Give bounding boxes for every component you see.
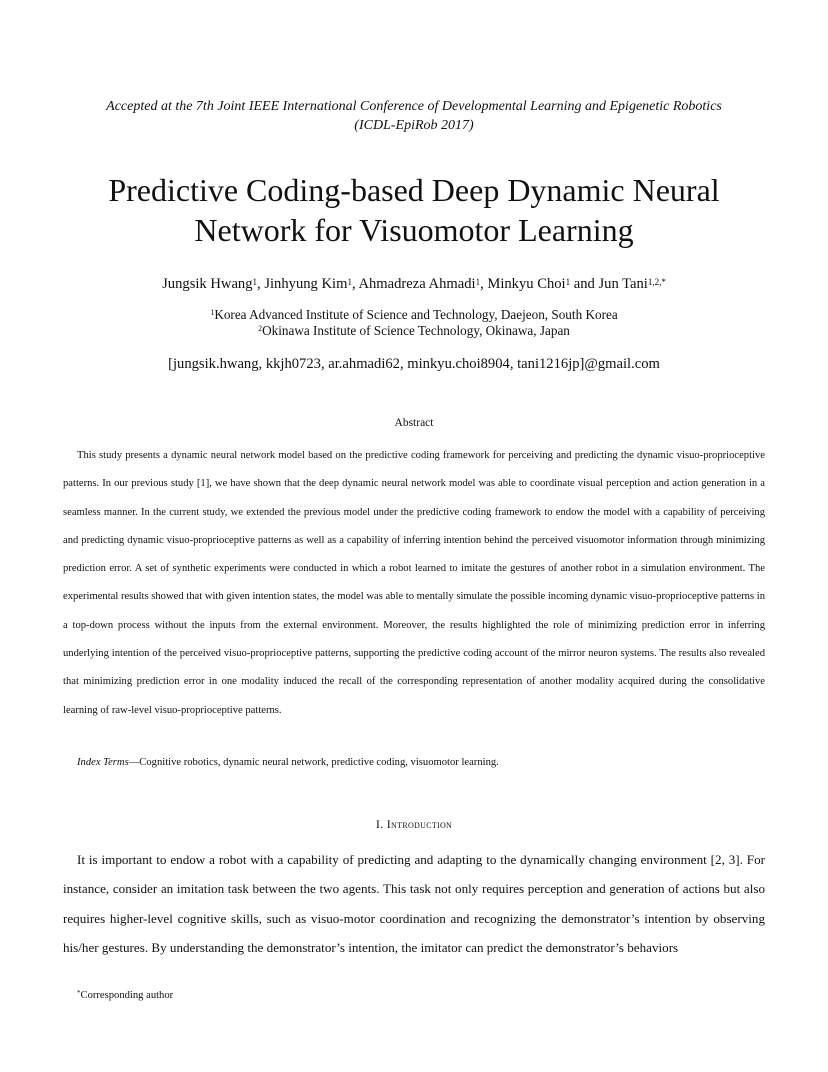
author-affiliation-mark: 1,2,* <box>647 277 666 287</box>
venue-line: Accepted at the 7th Joint IEEE International Conference of Developmental Learning and Epigenetic Robotics (ICDL-EpiRob 2017) <box>106 99 722 133</box>
author-separator: and <box>570 276 599 292</box>
footnote-text: Corresponding author <box>80 990 174 1001</box>
author-separator: , <box>257 276 265 292</box>
affiliation-mark: 2 <box>258 324 263 333</box>
affiliation-text: Okinawa Institute of Science Technology, Okinawa, Japan <box>262 323 570 338</box>
footnote-mark: * <box>77 989 81 997</box>
author-affiliation-mark: 1 <box>475 277 481 287</box>
abstract-heading: Abstract <box>394 417 434 429</box>
author-name: Minkyu Choi <box>487 276 566 292</box>
affiliation-2 <box>60 323 768 339</box>
index-terms <box>77 755 767 771</box>
section-title: Introduction <box>386 817 453 831</box>
author-name: Jinhyung Kim <box>264 276 348 292</box>
author-separator: , <box>480 276 488 292</box>
affiliation-text: Korea Advanced Institute of Science and Technology, Daejeon, South Korea <box>214 307 618 322</box>
author-list <box>60 275 768 293</box>
author-name: Ahmadreza Ahmadi <box>358 276 476 292</box>
affiliation-1 <box>60 307 768 323</box>
paper-title: Predictive Coding-based Deep Dynamic Neural Network for Visuomotor Learning <box>108 172 720 248</box>
author-separator: , <box>351 276 359 292</box>
author-name: Jun Tani <box>598 276 648 292</box>
author-affiliation-mark: 1 <box>252 277 258 287</box>
author-affiliation-mark: 1 <box>565 277 571 287</box>
author-name: Jungsik Hwang <box>162 276 253 292</box>
section-number: I. <box>375 817 384 831</box>
introduction-body: It is important to endow a robot with a capability of predicting and adapting to the dynamically changing environment [2, 3]. For instance, consider an imitation task between the two agents. This task not only requires perception and generation of actions but also requires higher-level cognitive skills, such as visuo-motor coordination and recognizing the demonstrator’s intention by observing his/her gestures. By understanding the demonstrator’s intention, the imitator can predict the demonstrator’s behaviors <box>63 852 765 956</box>
abstract-body: This study presents a dynamic neural network model based on the predictive coding framework for perceiving and predicting the dynamic visuo-proprioceptive patterns. In our previous study [1], we have shown that the deep dynamic neural network model was able to coordinate visual perception and action generation in a seamless manner. In the current study, we extended the previous model under the predictive coding framework to endow the model with a capability of perceiving and predicting dynamic visuo-proprioceptive patterns as well as a capability of inferring intention behind the perceived visuomotor information through minimizing prediction error. A set of synthetic experiments were conducted in which a robot learned to imitate the gestures of another robot in a simulation environment. The experimental results showed that with given intention states, the model was able to mentally simulate the possible incoming dynamic visuo-proprioceptive patterns in a top-down process without the inputs from the external environment. Moreover, the results highlighted the role of minimizing prediction error in inferring underlying intention of the perceived visuo-proprioceptive patterns, supporting the predictive coding account of the mirror neuron systems. The results also revealed that minimizing prediction error in one modality induced the recall of the corresponding representation of another modality acquired during the consolidative learning of raw-level visuo-proprioceptive patterns. <box>63 450 765 716</box>
author-affiliation-mark: 1 <box>347 277 352 287</box>
affiliation-mark: 1 <box>210 308 215 317</box>
author-emails: [jungsik.hwang, kkjh0723, ar.ahmadi62, minkyu.choi8904, tani1216jp]@gmail.com <box>168 356 660 372</box>
index-terms-text: —Cognitive robotics, dynamic neural network, predictive coding, visuomotor learning. <box>128 757 499 768</box>
index-terms-label: Index Terms <box>77 757 129 768</box>
footnote <box>77 990 173 1001</box>
section-heading <box>60 817 768 832</box>
